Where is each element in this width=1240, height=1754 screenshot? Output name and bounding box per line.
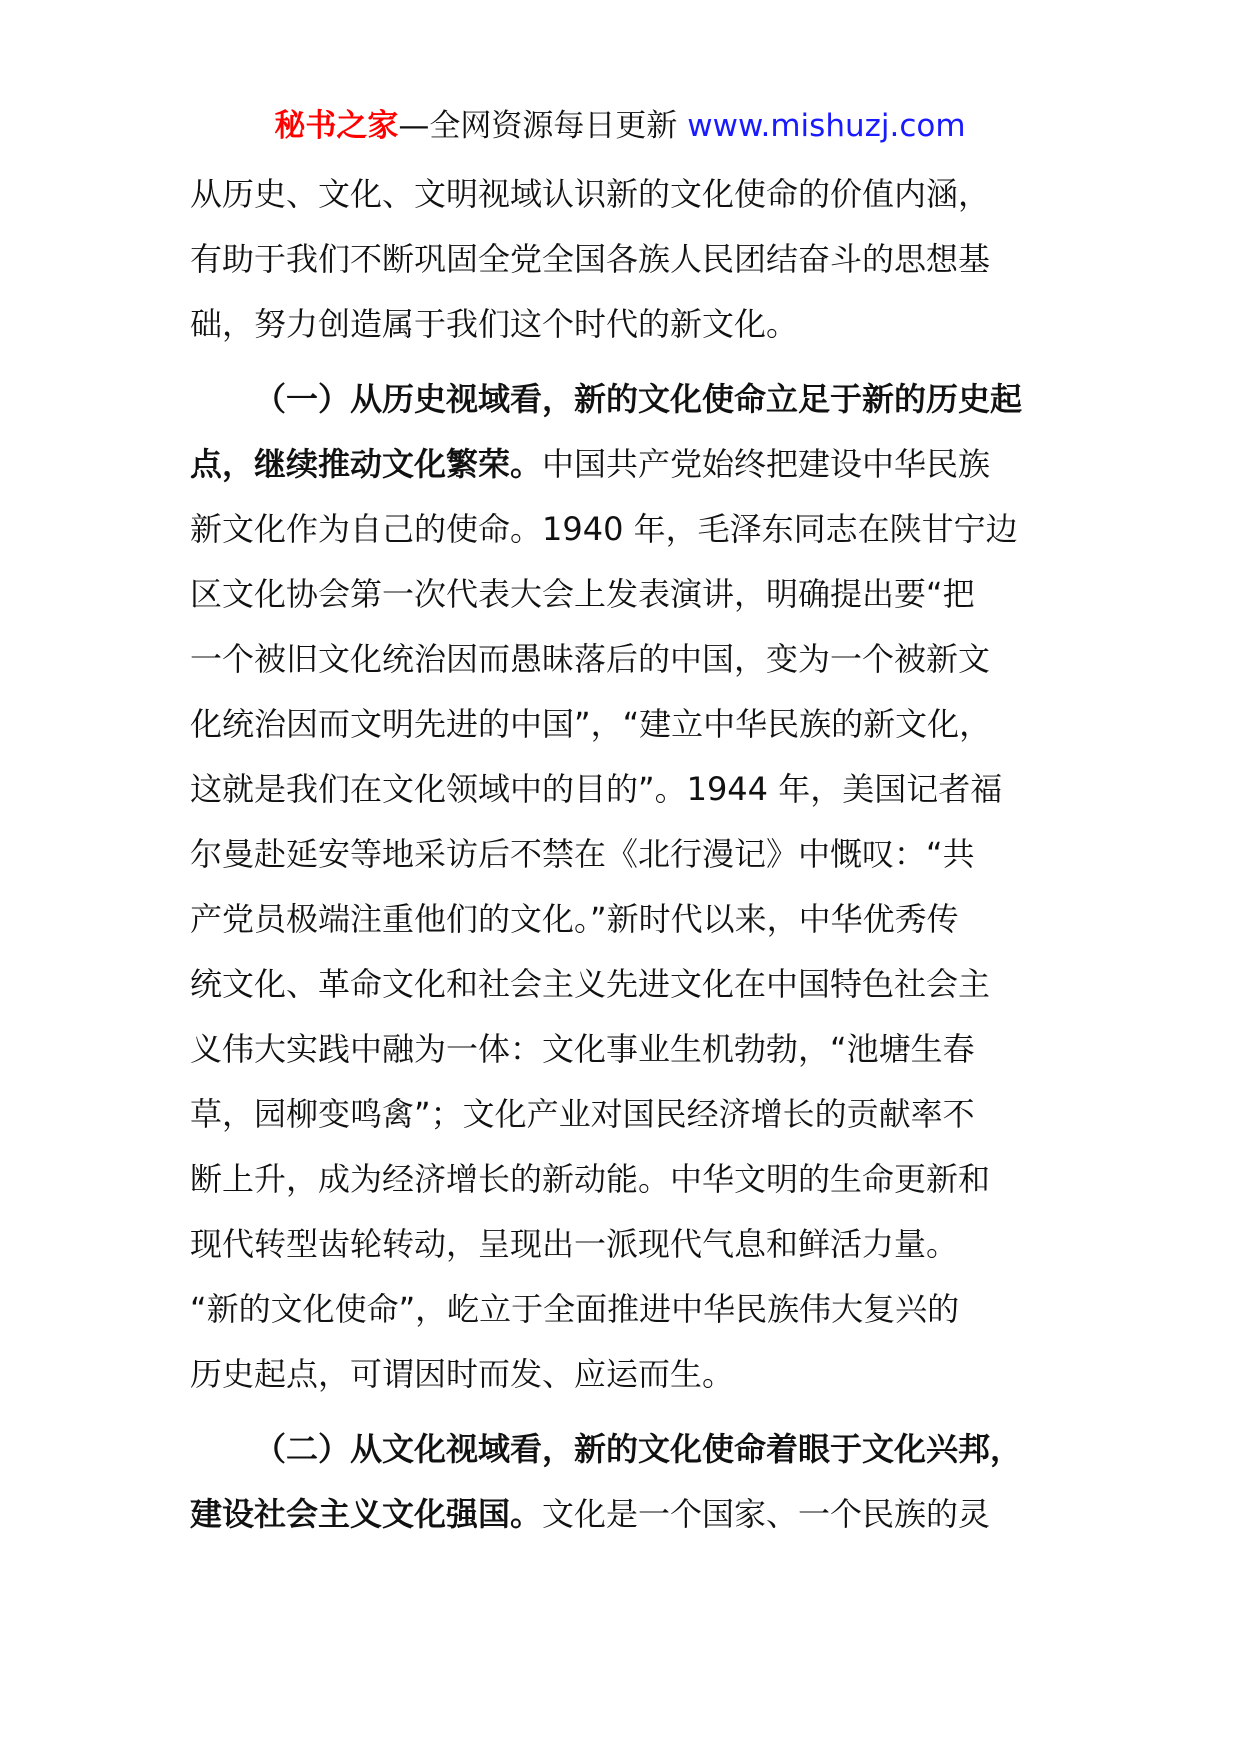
section-heading-1: （一）从历史视域看，新的文化使命立足于新的历史起 [254, 380, 1023, 418]
paragraph-line: “新的文化使命”，屹立于全面推进中华民族伟大复兴的 [190, 1290, 960, 1328]
header-slogan: —全网资源每日更新 [398, 108, 678, 144]
paragraph-line: 统文化、革命文化和社会主义先进文化在中国特色社会主 [190, 965, 991, 1003]
section-heading-2: （二）从文化视域看，新的文化使命着眼于文化兴邦， [254, 1430, 1023, 1468]
document-body [190, 162, 1056, 1547]
heading-continuation-line [190, 1482, 1056, 1547]
paragraph-line: 义伟大实践中融为一体：文化事业生机勃勃，“池塘生春 [190, 1030, 975, 1068]
paragraph-line: 一个被旧文化统治因而愚昧落后的中国，变为一个被新文 [190, 640, 991, 678]
paragraph-line: 新文化作为自己的使命。1940 年，毛泽东同志在陕甘宁边 [190, 510, 1018, 548]
section-heading-1-end: 点，继续推动文化繁荣。 [190, 445, 543, 483]
paragraph-line: 化统治因而文明先进的中国”，“建立中华民族的新文化， [190, 705, 992, 743]
page-header [0, 98, 1240, 154]
paragraph-line: 区文化协会第一次代表大会上发表演讲，明确提出要“把 [190, 575, 975, 613]
brand-name: 秘书之家 [274, 108, 399, 144]
paragraph-line: 历史起点，可谓因时而发、应运而生。 [190, 1355, 735, 1393]
paragraph-line: 尔曼赴延安等地采访后不禁在《北行漫记》中慨叹：“共 [190, 835, 975, 873]
paragraph-line: 这就是我们在文化领域中的目的”。1944 年，美国记者福 [190, 770, 1003, 808]
paragraph-text: 中国共产党始终把建设中华民族 [542, 445, 991, 483]
paragraph-line: 断上升，成为经济增长的新动能。中华文明的生命更新和 [190, 1160, 991, 1198]
paragraph-line: 有助于我们不断巩固全党全国各族人民团结奋斗的思想基 [190, 240, 991, 278]
paragraph-text: 文化是一个国家、一个民族的灵 [542, 1495, 991, 1533]
paragraph-line: 草，园柳变鸣禽”；文化产业对国民经济增长的贡献率不 [190, 1095, 975, 1133]
website-link[interactable]: www.mishuzj.com [687, 108, 966, 144]
heading-continuation-line [190, 432, 1056, 497]
paragraph-line: 从历史、文化、文明视域认识新的文化使命的价值内涵， [190, 175, 991, 213]
paragraph-line: 础，努力创造属于我们这个时代的新文化。 [190, 305, 799, 343]
paragraph-line: 产党员极端注重他们的文化。”新时代以来，中华优秀传 [190, 900, 959, 938]
section-heading-2-end: 建设社会主义文化强国。 [190, 1495, 543, 1533]
paragraph-line: 现代转型齿轮转动，呈现出一派现代气息和鲜活力量。 [190, 1225, 959, 1263]
